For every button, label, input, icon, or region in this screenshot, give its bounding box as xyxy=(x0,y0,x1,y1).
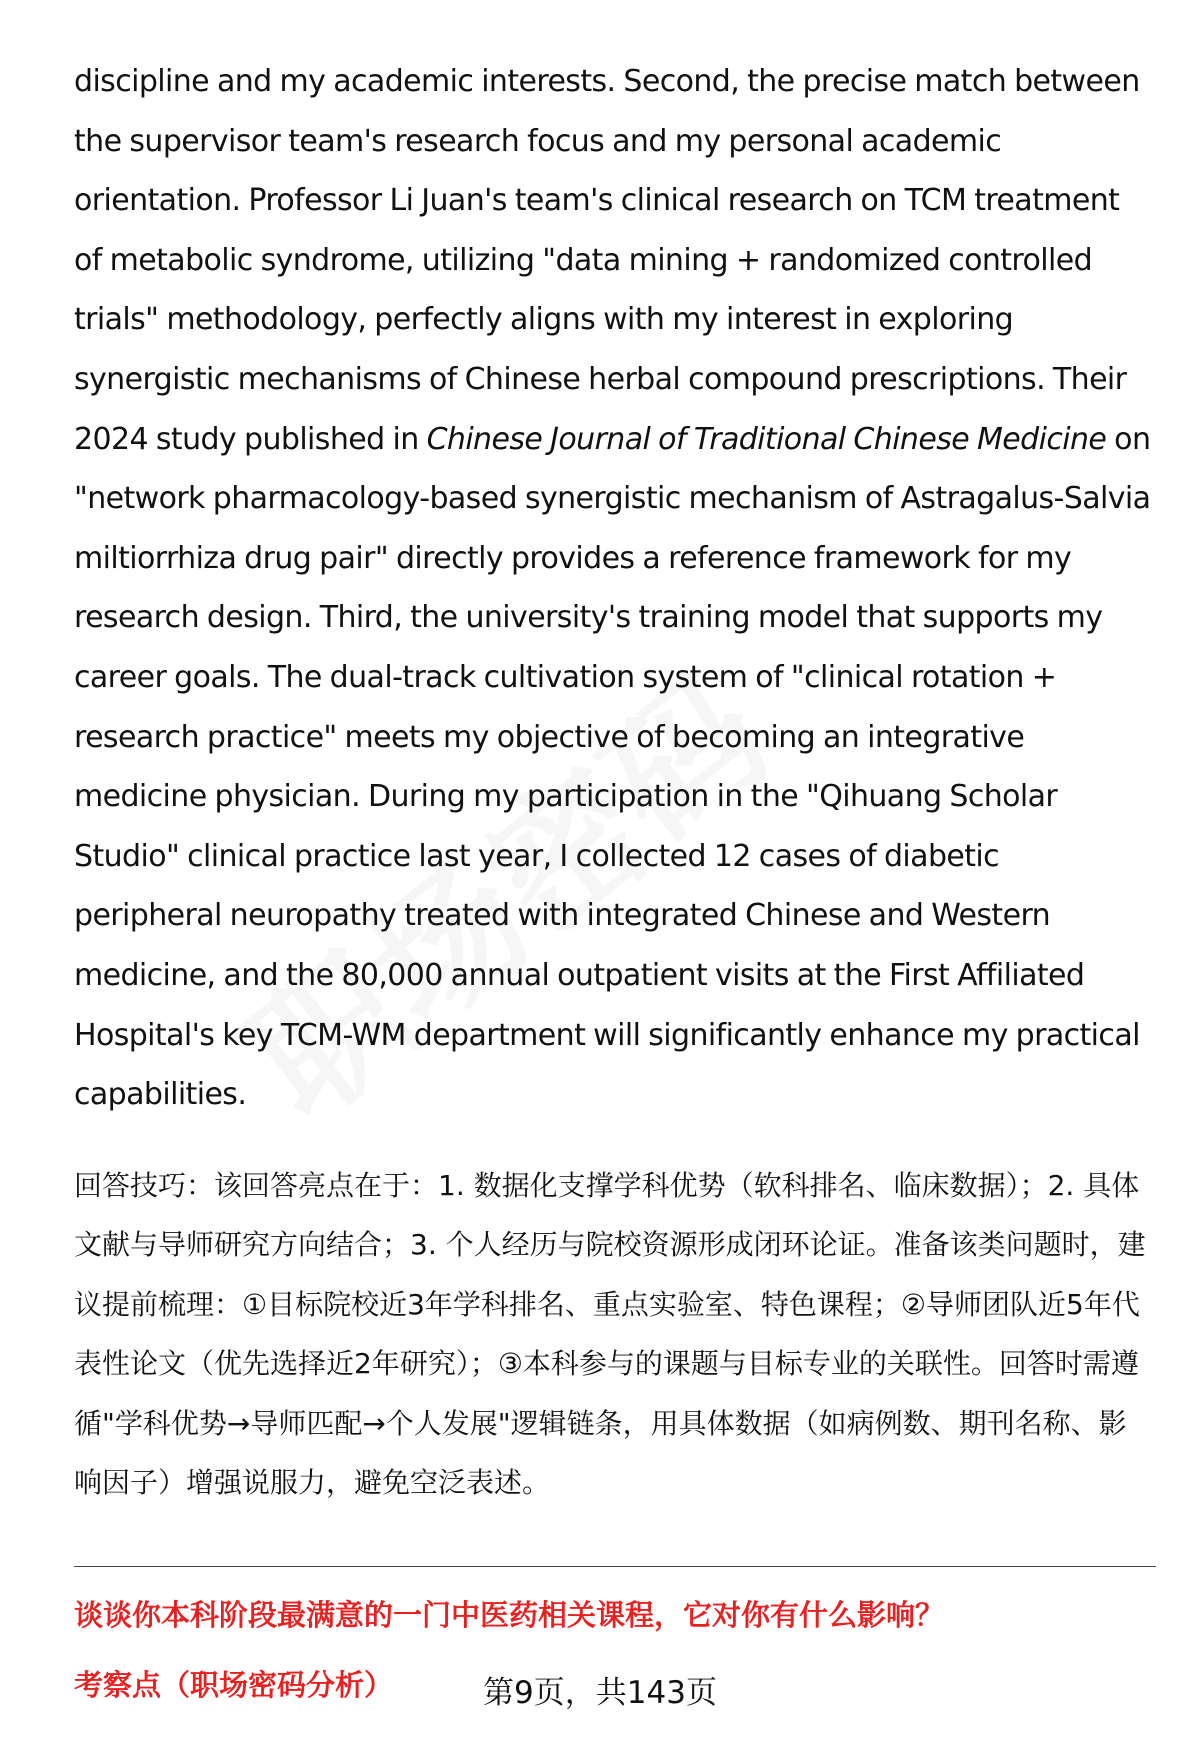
journal-title: Chinese Journal of Traditional Chinese Medicine xyxy=(426,421,1107,457)
answer-text-part2: on "network pharmacology-based synergistic mechanism of Astragalus-Salvia miltiorrhiza drug pair" directly provides a reference framework for my research design. Third, the university's training model that supports my career goals. The dual-track cultivation system of "clinical rotation + research practice" meets my objective of becoming an integrative medicine physician. During my participation in the "Qihuang Scholar Studio" clinical practice last year, I collected 12 cases of diabetic peripheral neuropathy treated with integrated Chinese and Western medicine, and the 80,000 annual outpatient visits at the First Affiliated Hospital's key TCM-WM department will significantly enhance my practical capabilities. xyxy=(74,421,1151,1113)
answer-paragraph xyxy=(74,52,1154,1125)
interview-question: 谈谈你本科阶段最满意的一门中医药相关课程，它对你有什么影响？ xyxy=(74,1597,945,1632)
section-divider xyxy=(74,1566,1156,1567)
document-page xyxy=(74,52,1154,1707)
answer-text-part1: discipline and my academic interests. Second, the precise match between the supervisor team's research focus and my personal academic orientation. Professor Li Juan's team's clinical research on TCM treatment of metabolic syndrome, utilizing "data mining + randomized controlled trials" methodology, perfectly aligns with my interest in exploring synergistic mechanisms of Chinese herbal compound prescriptions. Their 2024 study published in xyxy=(74,64,1140,457)
page-number: 第9页，共143页 xyxy=(483,1675,717,1711)
answer-tips: 回答技巧：该回答亮点在于：1. 数据化支撑学科优势（软科排名、临床数据）；2. 具体文献与导师研究方向结合；3. 个人经历与院校资源形成闭环论证。准备该类问题时，建议提前梳理：①目标院校近3年学科排名、重点实验室、特色课程；②导师团队近5年代表性论文（优先选择近2年研究）；③本科参与的课题与目标专业的关联性。回答时需遵循"学科优势→导师匹配→个人发展"逻辑链条，用具体数据（如病例数、期刊名称、影响因子）增强说服力，避免空泛表述。 xyxy=(74,1168,1146,1500)
assessment-point-heading: 考察点（职场密码分析） xyxy=(74,1667,394,1702)
